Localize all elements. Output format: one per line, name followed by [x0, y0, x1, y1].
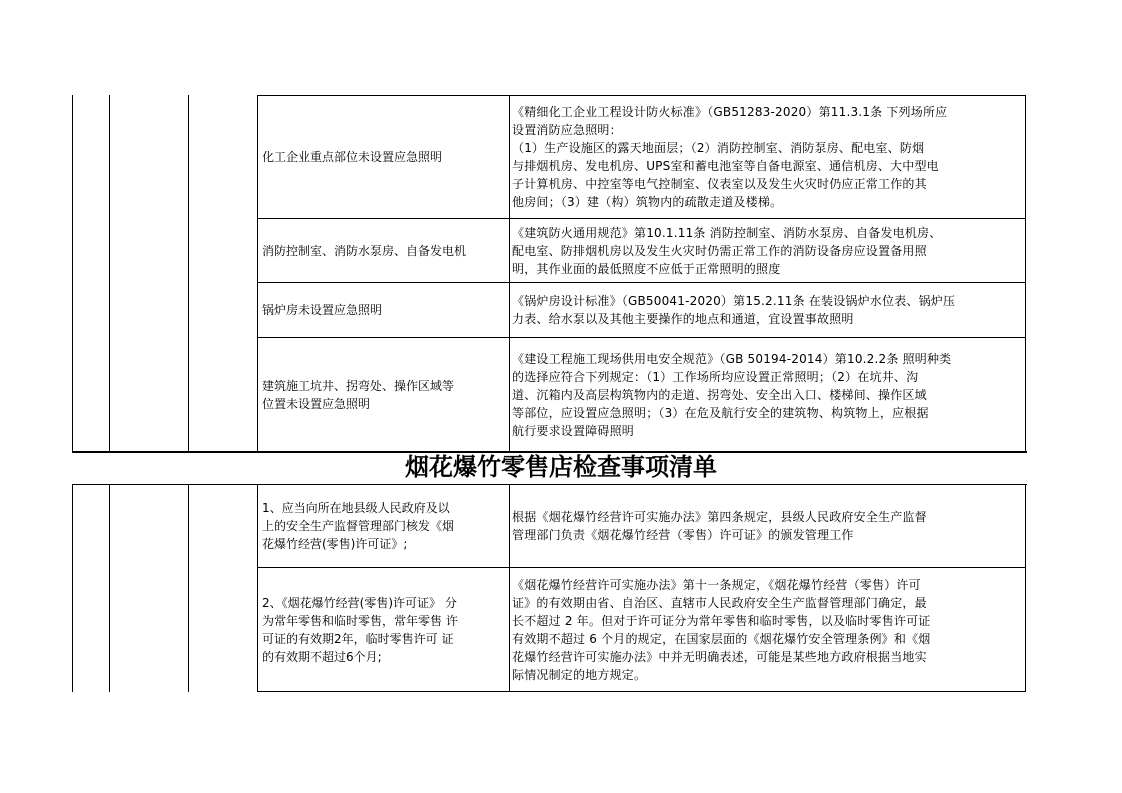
table-row-basis: 根据《烟花爆竹经营许可实施办法》第四条规定，县级人民政府安全生产监督 管理部门负责《烟花爆竹经营（零售）许可证》的颁发管理工作 [512, 510, 927, 542]
grid-line [188, 95, 189, 452]
grid-line [109, 95, 110, 452]
table-row-issue: 1、应当向所在地县级人民政府及以 上的安全生产监督管理部门核发《烟 花爆竹经营(零售)许可证》; [262, 501, 455, 551]
grid-line [72, 484, 73, 692]
grid-line [257, 691, 1026, 692]
grid-line [72, 95, 73, 452]
page-title: 烟花爆竹零售店检查事项清单 [405, 452, 717, 481]
grid-line [257, 95, 258, 452]
grid-line [188, 484, 189, 692]
table-row-issue: 消防控制室、消防水泵房、自备发电机 [262, 243, 467, 258]
table-row-basis: 《烟花爆竹经营许可实施办法》第十一条规定，《烟花爆竹经营（零售）许可 证》的有效期由省、自治区、直辖市人民政府安全生产监督管理部门确定，最 长不超过 2 年。但对于许可证分为常年零售和临时零售，以及临时零售许可证 有效期不超过 6 个月的规定，在国家层面的《烟花爆竹安全管理条例》和《烟 花爆竹经营许可实施办法》中并无明确表述，可能是某些地方政府根据当地实 际情况制定的地方规定。 [512, 577, 931, 682]
table-row-basis: 《建设工程施工现场供用电安全规范》（GB 50194-2014）第10.2.2条 照明种类 的选择应符合下列规定：（1）工作场所均应设置正常照明；（2）在坑井、沟 道、沉箱内及高层构筑物内的走道、拐弯处、安全出入口、楼梯间、操作区域 等部位，应设置应急照明；（3）在危及航行安全的建筑物、构筑物上，应根据 航行要求设置障碍照明 [512, 351, 952, 438]
table-row-issue: 化工企业重点部位未设置应急照明 [262, 150, 443, 164]
table-row-basis: 《锅炉房设计标准》（GB50041-2020）第15.2.11条 在装设锅炉水位表、锅炉压 力表、给水泵以及其他主要操作的地点和通道，宜设置事故照明 [512, 294, 956, 326]
table-row-issue: 建筑施工坑井、拐弯处、操作区域等 位置未设置应急照明 [262, 378, 455, 411]
grid-line [109, 484, 110, 692]
table-row-issue: 锅炉房未设置应急照明 [262, 303, 383, 317]
grid-line [257, 484, 258, 692]
table-row-basis: 《精细化工企业工程设计防火标准》（GB51283-2020）第11.3.1条 下列场所应 设置消防应急照明： （1）生产设施区的露天地面层；（2）消防控制室、消防泵房、配电室、防烟 与排烟机房、发电机房、UPS室和蓄电池室等自备电源室、通信机房、大中型电 子计算机房、中控室等电气控制室、仪表室以及发生火灾时仍应正常工作的其 他房间；（3）建（构）筑物内的疏散走道及楼梯。 [512, 105, 948, 209]
table-row-issue: 2、《烟花爆竹经营(零售)许可证》 分 为常年零售和临时零售，常年零售 许 可证的有效期2年，临时零售许可 证 的有效期不超过6个月; [262, 595, 458, 664]
table-row-basis: 《建筑防火通用规范》第10.1.11条 消防控制室、消防水泵房、自备发电机房、 配电室、防排烟机房以及发生火灾时仍需正常工作的消防设备房应设置备用照 明，其作业面的最低照度不应低于正常照明的照度 [512, 225, 942, 276]
